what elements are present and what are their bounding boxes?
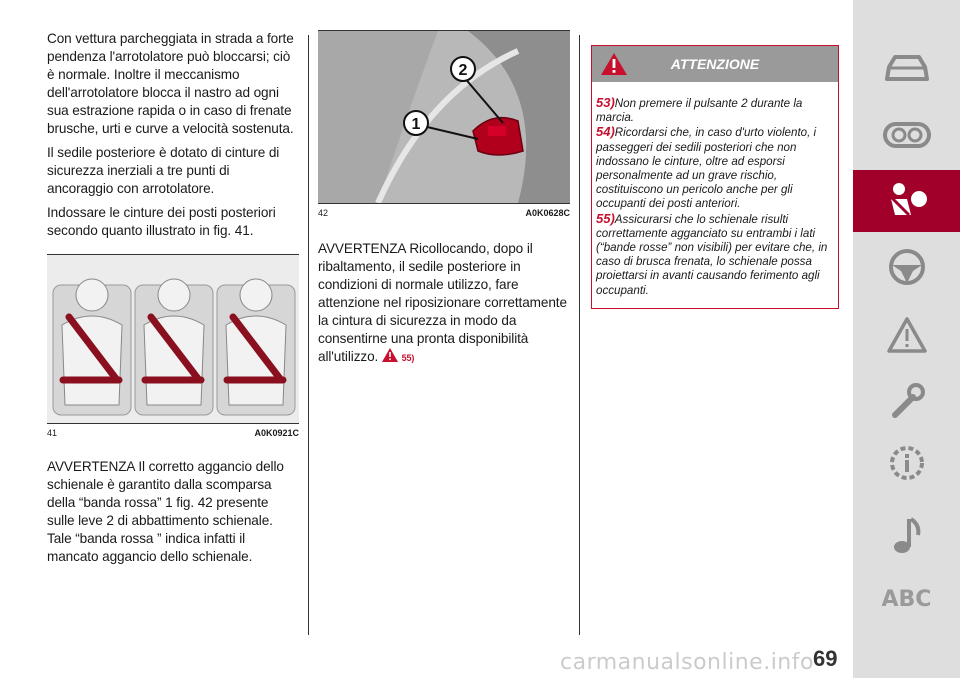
watermark: carmanualsonline.info: [560, 650, 814, 675]
steering-wheel-icon[interactable]: [853, 236, 960, 298]
info-gear-icon[interactable]: [853, 432, 960, 494]
backrest-lever-illustration: [318, 31, 570, 203]
warning-triangle-icon[interactable]: [853, 304, 960, 366]
item-number: 54): [596, 124, 615, 140]
column-2: [318, 30, 570, 373]
warning-icon: [600, 52, 628, 76]
abc-index-button[interactable]: [853, 568, 960, 630]
chapter-sidebar: [853, 0, 960, 678]
paragraph-retractor: Con vettura parcheggiata in strada a forte pendenza l'arrotolatore può bloccarsi; ciò è normale. Inoltre il meccanismo dell'arrotolatore blocca il nastro ad ogni sua estrazione rapida o in caso di frenate brusche, urti e curve a velocità sostenuta.: [47, 31, 294, 136]
item-number: 53): [596, 95, 615, 110]
paragraph-warning-backrest: AVVERTENZA Il corretto aggancio dello schienale è garantito dalla scomparsa della “banda rossa” 1 fig. 42 presente sulle leve 2 di abbattimento schienale. Tale “banda rossa ” indica infatti il mancato aggancio dello schienale.: [47, 459, 284, 564]
figure-41: [47, 254, 299, 424]
paragraph-warning-repositioning: [318, 240, 570, 367]
item-number: 55): [596, 210, 615, 226]
attention-item: [596, 96, 834, 125]
callout-1: 1: [411, 116, 421, 133]
car-icon[interactable]: [853, 38, 960, 100]
figure-number: 42: [318, 208, 329, 218]
item-text: Assicurarsi che lo schienale risulti correttamente agganciato su entrambi i lati (“bande rosse” non visibili) per evitare che, in caso di brusca frenata, lo schienale possa proiettarsi in avanti causando ferimento agli occupanti.: [596, 212, 828, 297]
paragraph-text: AVVERTENZA Ricollocando, dopo il ribaltamento, il sedile posteriore in condizioni di normale utilizzo, fare attenzione nel riposizionare correttamente la cintura di sicurezza in modo da consentirne una pronta disponibilità all'utilizzo.: [318, 241, 567, 364]
dashboard-icon[interactable]: [853, 104, 960, 166]
column-divider: [308, 35, 309, 635]
item-text: Ricordarsi che, in caso d'urto violento, i passeggeri dei sedili posteriori che non indossano le cinture, oltre ad esporsi personalmente ad un grave rischio, costituiscono un pericolo anche per gli occupanti dei posti anteriori.: [596, 126, 817, 211]
attention-box: [591, 45, 839, 309]
figure-code: A0K0921C: [254, 428, 299, 438]
figure-code: A0K0628C: [525, 208, 570, 218]
warning-icon: [382, 348, 398, 362]
callout-2: 2: [458, 62, 468, 79]
attention-title: ATTENZIONE: [670, 56, 760, 72]
abc-label: ABC: [881, 586, 932, 612]
item-text: Non premere il pulsante 2 durante la marcia.: [596, 97, 803, 125]
attention-panel: [591, 45, 839, 309]
music-note-icon[interactable]: [853, 504, 960, 566]
column-1: [47, 30, 299, 572]
paragraph-rear-belts: Il sedile posteriore è dotato di cinture di sicurezza inerziali a tre punti di ancoraggio con arrotolatore.: [47, 145, 280, 196]
attention-body: [592, 82, 838, 308]
seatbelt-airbag-icon[interactable]: [853, 170, 960, 232]
rear-seats-illustration: [47, 255, 299, 423]
figure-number: 41: [47, 428, 58, 438]
figure-42: [318, 30, 570, 204]
figure-41-caption: [47, 428, 299, 438]
page-number: 69: [813, 646, 838, 671]
wrench-icon[interactable]: [853, 370, 960, 432]
warning-reference[interactable]: 55): [401, 353, 415, 363]
attention-item: [596, 212, 834, 298]
column-divider: [579, 35, 580, 635]
figure-42-caption: [318, 208, 570, 218]
paragraph-fig-reference: Indossare le cinture dei posti posteriori secondo quanto illustrato in fig. 41.: [47, 205, 276, 238]
attention-header: [592, 46, 838, 82]
attention-item: [596, 125, 834, 211]
